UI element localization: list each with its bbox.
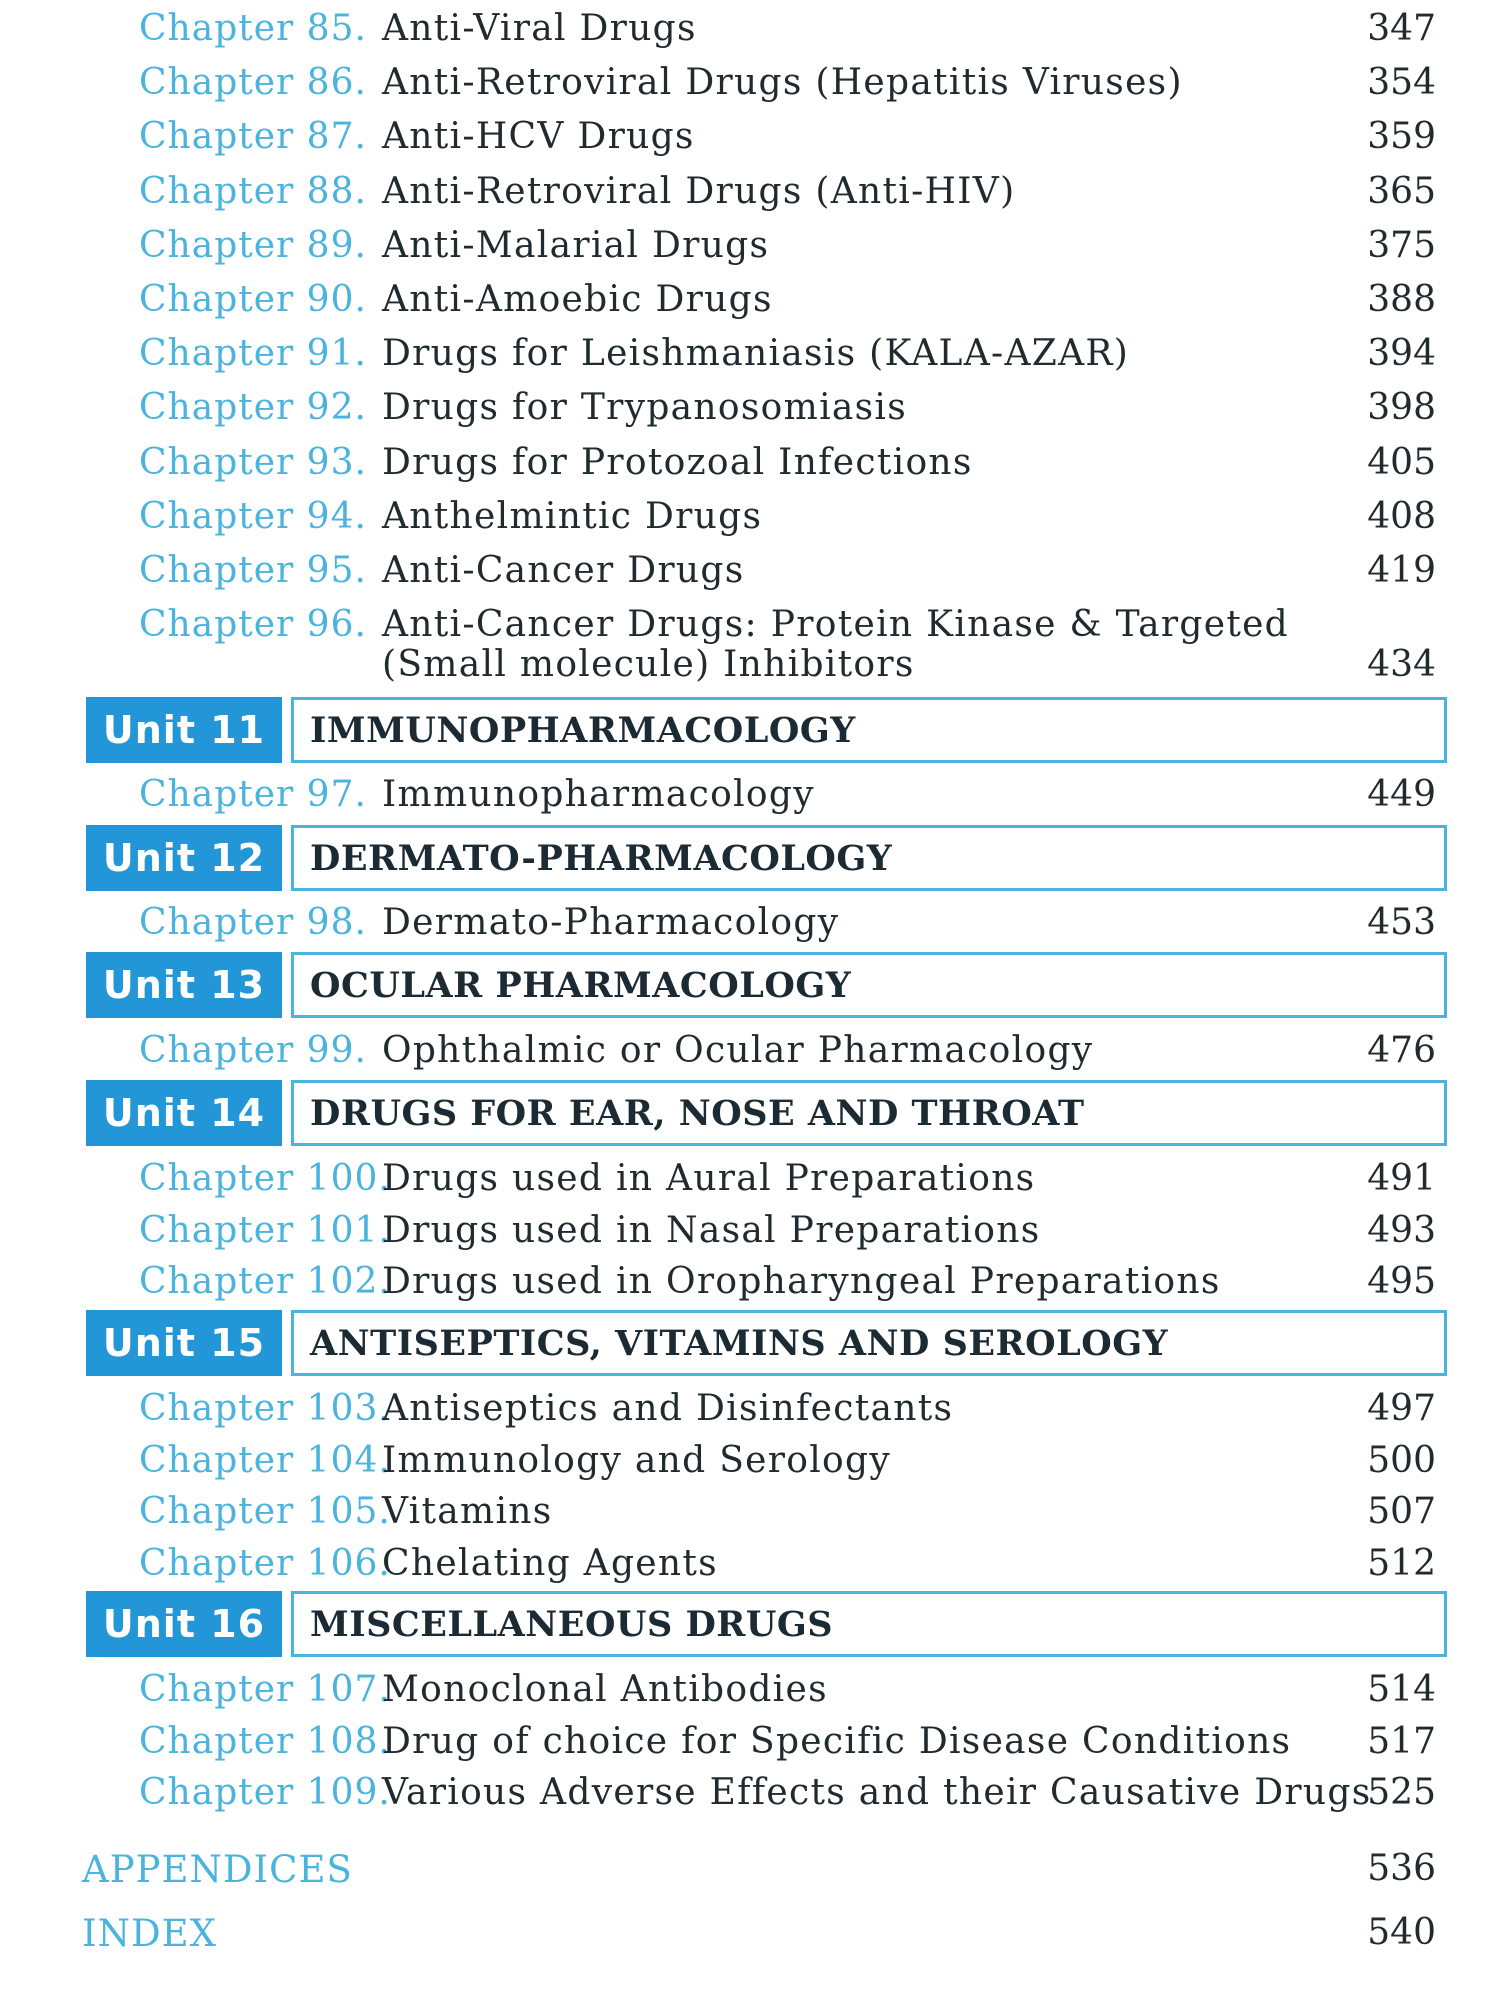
page-number: 536 (1367, 1848, 1436, 1889)
chapter-title: Anti-HCV Drugs (382, 116, 695, 158)
unit-title: MISCELLANEOUS DRUGS (310, 1603, 834, 1645)
unit-title-box (291, 697, 1447, 763)
chapter-number: Chapter 96. (139, 604, 367, 645)
chapter-title: Ophthalmic or Ocular Pharmacology (382, 1030, 1094, 1071)
chapter-title: Anti-Cancer Drugs: Protein Kinase & Targeted (382, 604, 1290, 645)
page-number: 512 (1367, 1543, 1436, 1585)
unit-badge: Unit 12 (86, 825, 282, 891)
chapter-number: Chapter 85. (139, 8, 367, 49)
page-number: 359 (1367, 116, 1436, 158)
chapter-title: Immunology and Serology (382, 1439, 892, 1481)
chapter-number: Chapter 94. (139, 495, 367, 537)
unit-title-box (291, 1310, 1447, 1376)
chapter-number: Chapter 97. (139, 774, 367, 815)
page-number: 491 (1367, 1158, 1436, 1199)
page-number: 514 (1367, 1669, 1436, 1710)
back-matter-label: INDEX (82, 1912, 218, 1955)
page-number: 449 (1367, 774, 1436, 815)
chapter-number: Chapter 89. (139, 224, 367, 266)
page-number: 365 (1367, 170, 1436, 212)
chapter-number: Chapter 98. (139, 902, 367, 943)
chapter-title: Vitamins (382, 1491, 553, 1533)
page-number: 375 (1367, 224, 1436, 266)
chapter-number: Chapter 91. (139, 333, 367, 375)
page-number: 405 (1367, 441, 1436, 483)
page-number: 540 (1367, 1912, 1436, 1953)
chapter-number: Chapter 90. (139, 279, 367, 320)
chapter-title: Drugs used in Aural Preparations (382, 1158, 1036, 1199)
chapter-title: Immunopharmacology (382, 774, 815, 815)
unit-badge: Unit 15 (86, 1310, 282, 1376)
chapter-number: Chapter 106. (139, 1543, 391, 1585)
unit-badge: Unit 11 (86, 697, 282, 763)
chapter-number: Chapter 93. (139, 441, 367, 483)
unit-title-box (291, 952, 1447, 1018)
page-number: 408 (1367, 495, 1436, 537)
unit-title-box (291, 825, 1447, 891)
chapter-number: Chapter 88. (139, 170, 367, 212)
chapter-number: Chapter 108. (139, 1720, 391, 1762)
unit-title: IMMUNOPHARMACOLOGY (310, 709, 856, 751)
page-number: 476 (1367, 1030, 1436, 1071)
unit-title-box (291, 1080, 1447, 1146)
unit-title: OCULAR PHARMACOLOGY (310, 964, 852, 1006)
chapter-number: Chapter 92. (139, 387, 367, 429)
chapter-number: Chapter 101. (139, 1209, 391, 1251)
unit-title: DRUGS FOR EAR, NOSE AND THROAT (310, 1092, 1085, 1134)
unit-badge: Unit 13 (86, 952, 282, 1018)
chapter-title: Drugs for Trypanosomiasis (382, 387, 908, 429)
page-number: 507 (1367, 1491, 1436, 1533)
chapter-title: Drugs used in Oropharyngeal Preparations (382, 1261, 1221, 1303)
page-number: 354 (1367, 62, 1436, 104)
unit-title-box (291, 1591, 1447, 1657)
chapter-title: Antiseptics and Disinfectants (382, 1388, 954, 1429)
page-number: 419 (1367, 550, 1436, 591)
chapter-number: Chapter 95. (139, 550, 367, 591)
page-number: 434 (1367, 644, 1436, 685)
chapter-title: Anti-Cancer Drugs (382, 550, 745, 591)
page-number: 453 (1367, 902, 1436, 943)
chapter-number: Chapter 102. (139, 1261, 391, 1303)
chapter-number: Chapter 87. (139, 116, 367, 158)
chapter-title: Anti-Retroviral Drugs (Hepatitis Viruses) (382, 62, 1183, 104)
unit-badge: Unit 14 (86, 1080, 282, 1146)
unit-title: ANTISEPTICS, VITAMINS AND SEROLOGY (310, 1322, 1169, 1364)
chapter-title: Drug of choice for Specific Disease Conditions (382, 1720, 1292, 1762)
chapter-number: Chapter 107. (139, 1669, 391, 1710)
page-number: 493 (1367, 1209, 1436, 1251)
page-number: 495 (1367, 1261, 1436, 1303)
chapter-number: Chapter 109. (139, 1772, 391, 1814)
chapter-title: Chelating Agents (382, 1543, 718, 1585)
chapter-number: Chapter 86. (139, 62, 367, 104)
chapter-title: Anti-Retroviral Drugs (Anti-HIV) (382, 170, 1016, 212)
chapter-title: Anti-Malarial Drugs (382, 224, 770, 266)
chapter-title-continued: (Small molecule) Inhibitors (382, 644, 915, 685)
chapter-title: Drugs for Leishmaniasis (KALA-AZAR) (382, 333, 1130, 375)
back-matter-label: APPENDICES (82, 1848, 353, 1891)
page-number: 525 (1367, 1772, 1436, 1814)
page-number: 347 (1367, 8, 1436, 49)
chapter-number: Chapter 103. (139, 1388, 391, 1429)
chapter-title: Anthelmintic Drugs (382, 495, 763, 537)
chapter-number: Chapter 99. (139, 1030, 367, 1071)
page-number: 517 (1367, 1720, 1436, 1762)
chapter-number: Chapter 100. (139, 1158, 391, 1199)
chapter-title: Dermato-Pharmacology (382, 902, 840, 943)
chapter-title: Drugs for Protozoal Infections (382, 441, 973, 483)
page-number: 500 (1367, 1439, 1436, 1481)
chapter-title: Anti-Amoebic Drugs (382, 279, 773, 320)
chapter-title: Anti-Viral Drugs (382, 8, 697, 49)
unit-title: DERMATO-PHARMACOLOGY (310, 837, 893, 879)
chapter-title: Drugs used in Nasal Preparations (382, 1209, 1041, 1251)
chapter-number: Chapter 104. (139, 1439, 391, 1481)
chapter-title: Monoclonal Antibodies (382, 1669, 828, 1710)
chapter-number: Chapter 105. (139, 1491, 391, 1533)
page-number: 394 (1367, 333, 1436, 375)
page-number: 497 (1367, 1388, 1436, 1429)
page-number: 398 (1367, 387, 1436, 429)
unit-badge: Unit 16 (86, 1591, 282, 1657)
page-number: 388 (1367, 279, 1436, 320)
chapter-title: Various Adverse Effects and their Causative Drugs (382, 1772, 1372, 1814)
